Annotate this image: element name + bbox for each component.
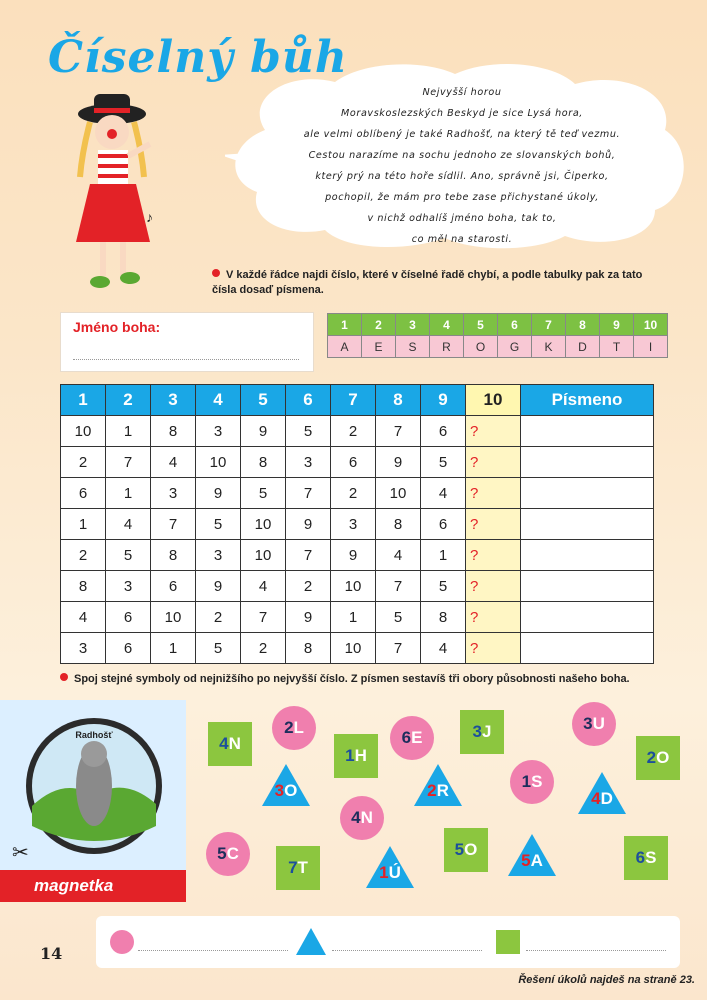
circle-symbol[interactable] bbox=[272, 706, 316, 750]
grid-cell: 5 bbox=[421, 571, 466, 602]
page-number: 14 bbox=[40, 944, 63, 963]
symbol-letter: Ú bbox=[388, 863, 401, 882]
grid-cell: 10 bbox=[151, 602, 196, 633]
symbol-number: 2 bbox=[646, 748, 657, 767]
symbol-number: 3 bbox=[274, 781, 285, 800]
speech-line: Nejvyšší horou bbox=[422, 87, 502, 98]
key-letter: A bbox=[328, 336, 362, 358]
symbol-letter: N bbox=[228, 734, 241, 753]
grid-row bbox=[61, 602, 654, 633]
grid-cell: 8 bbox=[61, 571, 106, 602]
grid-cell: 2 bbox=[331, 478, 376, 509]
grid-cell: 10 bbox=[331, 633, 376, 664]
symbol-label bbox=[521, 851, 543, 871]
column-header: 7 bbox=[331, 385, 376, 416]
key-number: 4 bbox=[430, 314, 464, 336]
page-title: Číselný bůh bbox=[48, 32, 348, 83]
pink-circle-icon bbox=[110, 930, 134, 954]
square-symbol[interactable] bbox=[444, 828, 488, 872]
symbol-label bbox=[522, 772, 543, 792]
key-numbers-row bbox=[328, 314, 668, 336]
grid-cell: 10 bbox=[376, 478, 421, 509]
grid-cell: 4 bbox=[376, 540, 421, 571]
missing-number-cell[interactable]: ? bbox=[466, 509, 521, 540]
missing-number-cell[interactable]: ? bbox=[466, 540, 521, 571]
symbol-letter: U bbox=[592, 714, 605, 733]
symbol-number: 3 bbox=[583, 714, 593, 733]
grid-row bbox=[61, 478, 654, 509]
grid-cell: 6 bbox=[331, 447, 376, 478]
key-number: 10 bbox=[634, 314, 668, 336]
grid-cell: 4 bbox=[421, 478, 466, 509]
symbol-letter: C bbox=[226, 844, 239, 863]
grid-cell: 4 bbox=[241, 571, 286, 602]
key-number: 3 bbox=[396, 314, 430, 336]
triangle-symbol[interactable] bbox=[366, 846, 414, 888]
symbol-number: 1 bbox=[345, 746, 355, 765]
grid-cell: 9 bbox=[286, 509, 331, 540]
column-header: 9 bbox=[421, 385, 466, 416]
column-header: 2 bbox=[106, 385, 151, 416]
circle-symbol[interactable] bbox=[510, 760, 554, 804]
speech-line: který prý na této hoře sídlil. Ano, správně jsi, Čiperko, bbox=[315, 171, 609, 182]
grid-cell: 6 bbox=[421, 509, 466, 540]
answer-line-circle[interactable] bbox=[138, 950, 288, 951]
symbol-letter: A bbox=[530, 851, 543, 870]
key-number: 7 bbox=[532, 314, 566, 336]
instruction-2 bbox=[60, 672, 700, 687]
symbol-number: 5 bbox=[521, 851, 531, 870]
column-header: 10 bbox=[466, 385, 521, 416]
symbol-number: 6 bbox=[635, 848, 646, 867]
triangle-symbol[interactable] bbox=[414, 764, 462, 806]
grid-cell: 5 bbox=[421, 447, 466, 478]
grid-cell: 3 bbox=[61, 633, 106, 664]
grid-cell: 2 bbox=[331, 416, 376, 447]
grid-cell: 4 bbox=[151, 447, 196, 478]
grid-cell: 8 bbox=[376, 509, 421, 540]
speech-text bbox=[262, 82, 662, 250]
key-letter: R bbox=[430, 336, 464, 358]
grid-cell: 6 bbox=[151, 571, 196, 602]
radhost-medal bbox=[24, 716, 164, 856]
grid-cell: 10 bbox=[61, 416, 106, 447]
bullet-dot bbox=[60, 673, 68, 681]
grid-cell: 4 bbox=[421, 633, 466, 664]
symbol-number: 4 bbox=[351, 808, 361, 827]
grid-cell: 6 bbox=[106, 633, 151, 664]
grid-cell: 3 bbox=[331, 509, 376, 540]
missing-number-cell[interactable]: ? bbox=[466, 633, 521, 664]
missing-number-cell[interactable]: ? bbox=[466, 416, 521, 447]
symbol-letter: L bbox=[293, 718, 304, 737]
speech-line: Moravskoslezských Beskyd je sice Lysá hora, bbox=[341, 108, 583, 119]
grid-cell: 8 bbox=[151, 416, 196, 447]
symbol-number: 1 bbox=[379, 863, 389, 882]
symbol-label bbox=[591, 789, 613, 809]
grid-cell: 5 bbox=[376, 602, 421, 633]
triangle-symbol[interactable] bbox=[578, 772, 626, 814]
grid-cell: 6 bbox=[421, 416, 466, 447]
letter-answer-cell[interactable] bbox=[521, 447, 654, 478]
grid-cell: 3 bbox=[196, 540, 241, 571]
letter-answer-cell[interactable] bbox=[521, 571, 654, 602]
key-number: 6 bbox=[498, 314, 532, 336]
symbol-letter: S bbox=[645, 848, 657, 867]
circle-symbol[interactable] bbox=[390, 716, 434, 760]
grid-row bbox=[61, 571, 654, 602]
key-letter: D bbox=[566, 336, 600, 358]
god-name-answer-line[interactable] bbox=[73, 359, 299, 360]
grid-row bbox=[61, 416, 654, 447]
bullet-dot bbox=[212, 269, 220, 277]
symbol-label bbox=[647, 748, 670, 768]
missing-number-cell[interactable]: ? bbox=[466, 571, 521, 602]
column-header-letter: Písmeno bbox=[521, 385, 654, 416]
key-number: 2 bbox=[362, 314, 396, 336]
symbol-letter: D bbox=[600, 789, 613, 808]
column-header: 3 bbox=[151, 385, 196, 416]
symbol-number: 7 bbox=[288, 858, 298, 877]
symbol-letter: H bbox=[354, 746, 367, 765]
symbol-number: 4 bbox=[219, 734, 229, 753]
symbol-label bbox=[284, 718, 304, 738]
letter-answer-cell[interactable] bbox=[521, 540, 654, 571]
grid-cell: 5 bbox=[106, 540, 151, 571]
triangle-symbol[interactable] bbox=[262, 764, 310, 806]
god-name-box[interactable] bbox=[60, 312, 314, 372]
grid-cell: 7 bbox=[376, 571, 421, 602]
symbol-letter: O bbox=[284, 781, 298, 800]
speech-line: ale velmi oblíbený je také Radhošť, na který tě teď vezmu. bbox=[303, 129, 621, 140]
grid-cell: 1 bbox=[61, 509, 106, 540]
symbol-label bbox=[455, 840, 478, 860]
key-letter: O bbox=[464, 336, 498, 358]
square-symbol[interactable] bbox=[276, 846, 320, 890]
symbol-label bbox=[219, 734, 241, 754]
grid-cell: 10 bbox=[241, 509, 286, 540]
instruction-1-text: V každé řádce najdi číslo, které v číselné řadě chybí, a podle tabulky pak za tato čísla dosaď písmena. bbox=[212, 269, 643, 296]
missing-number-cell[interactable]: ? bbox=[466, 602, 521, 633]
grid-cell: 7 bbox=[376, 633, 421, 664]
symbol-label bbox=[275, 781, 298, 801]
svg-text:♪: ♪ bbox=[146, 209, 153, 225]
grid-cell: 2 bbox=[241, 633, 286, 664]
grid-cell: 5 bbox=[196, 633, 241, 664]
letter-answer-cell[interactable] bbox=[521, 509, 654, 540]
key-number: 1 bbox=[328, 314, 362, 336]
letter-answer-cell[interactable] bbox=[521, 416, 654, 447]
grid-cell: 4 bbox=[61, 602, 106, 633]
grid-cell: 6 bbox=[61, 478, 106, 509]
letter-answer-cell[interactable] bbox=[521, 602, 654, 633]
grid-cell: 8 bbox=[286, 633, 331, 664]
key-letter: E bbox=[362, 336, 396, 358]
symbol-label bbox=[473, 722, 492, 742]
grid-cell: 9 bbox=[241, 416, 286, 447]
grid-row bbox=[61, 540, 654, 571]
scissors-icon: ✂ bbox=[12, 842, 29, 864]
symbol-label bbox=[427, 781, 449, 801]
grid-cell: 1 bbox=[151, 633, 196, 664]
letter-answer-cell[interactable] bbox=[521, 478, 654, 509]
key-letters-row bbox=[328, 336, 668, 358]
symbol-letter: R bbox=[436, 781, 449, 800]
key-number: 9 bbox=[600, 314, 634, 336]
solution-note: Řešení úkolů najdeš na straně 23. bbox=[518, 974, 695, 986]
god-name-label: Jméno boha: bbox=[73, 319, 161, 335]
speech-line: v nichž odhalíš jméno boha, tak to, bbox=[367, 213, 557, 224]
symbol-number: 5 bbox=[454, 840, 465, 859]
magnetka-banner: magnetka bbox=[0, 870, 186, 902]
grid-cell: 8 bbox=[241, 447, 286, 478]
symbol-letter: N bbox=[360, 808, 373, 827]
grid-cell: 5 bbox=[196, 509, 241, 540]
symbol-label bbox=[351, 808, 373, 828]
grid-cell: 10 bbox=[331, 571, 376, 602]
grid-cell: 9 bbox=[376, 447, 421, 478]
grid-cell: 1 bbox=[106, 478, 151, 509]
column-header: 4 bbox=[196, 385, 241, 416]
instruction-2-text: Spoj stejné symboly od nejnižšího po nejvyšší číslo. Z písmen sestavíš tři obory působnosti našeho boha. bbox=[74, 673, 630, 685]
key-letter: S bbox=[396, 336, 430, 358]
symbol-label bbox=[402, 728, 423, 748]
symbol-label bbox=[379, 863, 401, 883]
number-grid bbox=[60, 384, 654, 664]
grid-cell: 1 bbox=[421, 540, 466, 571]
grid-cell: 3 bbox=[286, 447, 331, 478]
letter-key-table bbox=[327, 313, 668, 358]
grid-cell: 1 bbox=[106, 416, 151, 447]
grid-cell: 6 bbox=[106, 602, 151, 633]
grid-cell: 8 bbox=[421, 602, 466, 633]
grid-cell: 7 bbox=[241, 602, 286, 633]
grid-cell: 3 bbox=[151, 478, 196, 509]
grid-row bbox=[61, 633, 654, 664]
grid-header-row bbox=[61, 385, 654, 416]
symbol-label bbox=[217, 844, 239, 864]
symbol-label bbox=[636, 848, 657, 868]
grid-cell: 2 bbox=[196, 602, 241, 633]
square-symbol[interactable] bbox=[624, 836, 668, 880]
medal-label: Radhošť bbox=[75, 730, 113, 740]
grid-cell: 7 bbox=[376, 416, 421, 447]
answer-bar bbox=[96, 916, 680, 968]
symbol-letter: S bbox=[531, 772, 543, 791]
grid-cell: 8 bbox=[151, 540, 196, 571]
speech-line: pochopil, že mám pro tebe zase přichystané úkoly, bbox=[325, 192, 599, 203]
speech-line: co měl na starosti. bbox=[411, 234, 513, 245]
answer-line-triangle[interactable] bbox=[332, 950, 482, 951]
answer-line-square[interactable] bbox=[526, 950, 666, 951]
grid-row bbox=[61, 509, 654, 540]
symbol-letter: O bbox=[464, 840, 478, 859]
instruction-1 bbox=[212, 268, 662, 298]
grid-row bbox=[61, 447, 654, 478]
circle-symbol[interactable] bbox=[206, 832, 250, 876]
square-symbol[interactable] bbox=[636, 736, 680, 780]
column-header: 6 bbox=[286, 385, 331, 416]
triangle-symbol[interactable] bbox=[508, 834, 556, 876]
key-letter: T bbox=[600, 336, 634, 358]
symbol-number: 2 bbox=[284, 718, 294, 737]
grid-cell: 10 bbox=[241, 540, 286, 571]
grid-cell: 2 bbox=[61, 540, 106, 571]
circle-symbol[interactable] bbox=[340, 796, 384, 840]
symbol-number: 1 bbox=[521, 772, 532, 791]
column-header: 5 bbox=[241, 385, 286, 416]
square-symbol[interactable] bbox=[460, 710, 504, 754]
symbol-letter: E bbox=[411, 728, 423, 747]
symbol-letter: J bbox=[482, 722, 492, 741]
grid-cell: 4 bbox=[106, 509, 151, 540]
symbol-number: 4 bbox=[591, 789, 601, 808]
symbol-label bbox=[288, 858, 308, 878]
symbol-label bbox=[583, 714, 605, 734]
key-letter: I bbox=[634, 336, 668, 358]
grid-cell: 3 bbox=[196, 416, 241, 447]
key-number: 5 bbox=[464, 314, 498, 336]
symbol-number: 5 bbox=[217, 844, 227, 863]
speech-line: Cestou narazíme na sochu jednoho ze slovanských bohů, bbox=[308, 150, 616, 161]
grid-cell: 5 bbox=[241, 478, 286, 509]
square-symbol[interactable] bbox=[334, 734, 378, 778]
square-symbol[interactable] bbox=[208, 722, 252, 766]
grid-cell: 9 bbox=[196, 478, 241, 509]
missing-number-cell[interactable]: ? bbox=[466, 447, 521, 478]
grid-cell: 7 bbox=[106, 447, 151, 478]
key-letter: K bbox=[532, 336, 566, 358]
circle-symbol[interactable] bbox=[572, 702, 616, 746]
grid-cell: 5 bbox=[286, 416, 331, 447]
grid-cell: 2 bbox=[61, 447, 106, 478]
symbol-number: 3 bbox=[472, 722, 482, 741]
clown-illustration bbox=[50, 92, 180, 302]
key-number: 8 bbox=[566, 314, 600, 336]
grid-cell: 7 bbox=[286, 540, 331, 571]
letter-answer-cell[interactable] bbox=[521, 633, 654, 664]
blue-triangle-icon bbox=[296, 928, 326, 955]
missing-number-cell[interactable]: ? bbox=[466, 478, 521, 509]
column-header: 1 bbox=[61, 385, 106, 416]
column-header: 8 bbox=[376, 385, 421, 416]
symbol-number: 6 bbox=[401, 728, 412, 747]
grid-cell: 10 bbox=[196, 447, 241, 478]
grid-cell: 3 bbox=[106, 571, 151, 602]
grid-cell: 7 bbox=[286, 478, 331, 509]
symbol-letter: O bbox=[656, 748, 670, 767]
symbol-number: 2 bbox=[427, 781, 437, 800]
green-square-icon bbox=[496, 930, 520, 954]
symbol-letter: T bbox=[297, 858, 308, 877]
grid-cell: 9 bbox=[331, 540, 376, 571]
key-letter: G bbox=[498, 336, 532, 358]
grid-cell: 1 bbox=[331, 602, 376, 633]
grid-cell: 9 bbox=[286, 602, 331, 633]
grid-cell: 7 bbox=[151, 509, 196, 540]
grid-cell: 9 bbox=[196, 571, 241, 602]
symbol-label bbox=[345, 746, 367, 766]
grid-cell: 2 bbox=[286, 571, 331, 602]
